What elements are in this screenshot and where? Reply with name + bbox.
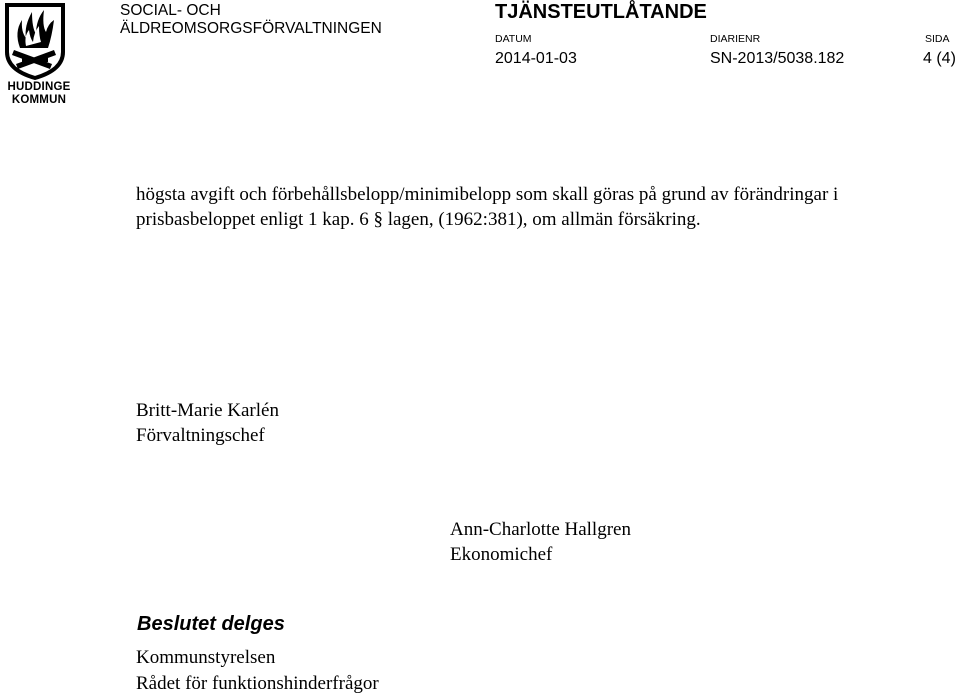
distribution-item: Rådet för funktionshinderfrågor bbox=[136, 673, 379, 694]
date-value: 2014-01-03 bbox=[495, 50, 577, 67]
signatory-1-name: Britt-Marie Karlén bbox=[136, 400, 279, 421]
signatory-1-title: Förvaltningschef bbox=[136, 425, 265, 446]
reference-label: DIARIENR bbox=[710, 33, 761, 45]
signatory-2-name: Ann-Charlotte Hallgren bbox=[450, 519, 631, 540]
body-paragraph: högsta avgift och förbehållsbelopp/minimibelopp som skall göras på grund av förändringar i prisbasbeloppet enligt 1 kap. 6 § lagen, (1962:381), om allmän försäkring. bbox=[136, 184, 839, 230]
logo-line-1: HUDDINGE bbox=[7, 81, 71, 93]
reference-value: SN-2013/5038.182 bbox=[710, 50, 845, 67]
huddinge-logo bbox=[4, 2, 71, 106]
signatory-2-title: Ekonomichef bbox=[450, 544, 553, 565]
page-label: SIDA bbox=[925, 33, 950, 45]
distribution-title: Beslutet delges bbox=[137, 613, 285, 635]
huddinge-coat-of-arms-icon bbox=[4, 2, 66, 80]
org-name-line-1: SOCIAL- OCH bbox=[120, 2, 221, 19]
logo-line-2: KOMMUN bbox=[11, 94, 67, 106]
document-type: TJÄNSTEUTLÅTANDE bbox=[495, 1, 707, 23]
page-value: 4 (4) bbox=[923, 50, 956, 67]
distribution-item: Kommunstyrelsen bbox=[136, 647, 276, 668]
date-label: DATUM bbox=[495, 33, 532, 45]
org-name-line-2: ÄLDREOMSORGSFÖRVALTNINGEN bbox=[120, 20, 382, 37]
